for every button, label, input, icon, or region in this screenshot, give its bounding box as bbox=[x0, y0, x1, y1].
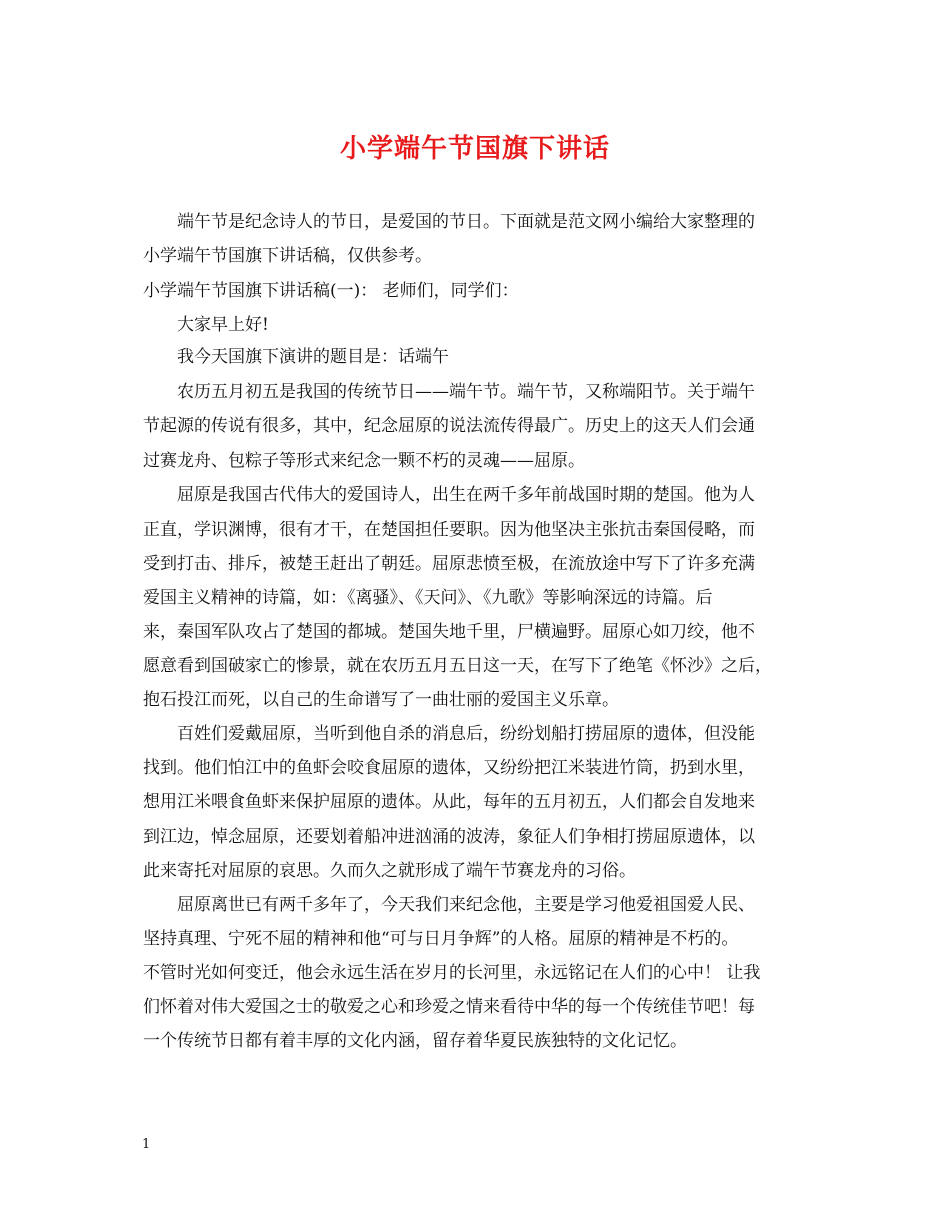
text-line: 过赛龙舟、包粽子等形式来纪念一颗不朽的灵魂——屈原。 bbox=[143, 451, 585, 471]
text-line: 坚持真理、宁死不屈的精神和他“可与日月争辉”的人格。屈原的精神是不朽的。 bbox=[143, 929, 739, 949]
text-line: 找到。他们怕江中的鱼虾会咬食屈原的遗体，又纷纷把江米装进竹筒，扔到水里， bbox=[143, 758, 755, 778]
text-line: 百姓们爱戴屈原，当听到他自杀的消息后，纷纷划船打捞屈原的遗体，但没能 bbox=[177, 724, 755, 744]
text-line: 我今天国旗下演讲的题目是：话端午 bbox=[177, 347, 449, 367]
text-line: 屈原离世已有两千多年了，今天我们来纪念他，主要是学习他爱祖国爱人民、 bbox=[177, 895, 755, 915]
page-number: 1 bbox=[142, 1137, 151, 1152]
text-line: 受到打击、排斥，被楚王赶出了朝廷。屈原悲愤至极，在流放途中写下了许多充满 bbox=[143, 554, 755, 574]
text-line: 农历五月初五是我国的传统节日——端午节。端午节，又称端阳节。关于端午 bbox=[177, 382, 755, 402]
text-line: 不管时光如何变迁，他会永远生活在岁月的长河里，永远铭记在人们的心中！ 让我 bbox=[143, 963, 761, 983]
document-title: 小学端午节国旗下讲话 bbox=[339, 134, 610, 164]
text-line: 们怀着对伟大爱国之士的敬爱之心和珍爱之情来看待中华的每一个传统佳节吧！每 bbox=[143, 997, 755, 1017]
text-line: 大家早上好! bbox=[177, 315, 269, 335]
text-line: 此来寄托对屈原的哀思。久而久之就形成了端午节赛龙舟的习俗。 bbox=[143, 861, 636, 881]
text-line: 爱国主义精神的诗篇，如：《离骚》、《天问》、《九歌》等影响深远的诗篇。后 bbox=[143, 588, 713, 608]
text-line: 到江边，悼念屈原，还要划着船冲进汹涌的波涛，象征人们争相打捞屈原遗体，以 bbox=[143, 827, 755, 847]
text-line: 抱石投江而死，以自己的生命谱写了一曲壮丽的爱国主义乐章。 bbox=[143, 690, 619, 710]
text-line: 节起源的传说有很多，其中，纪念屈原的说法流传得最广。历史上的这天人们会通 bbox=[143, 416, 755, 436]
text-line: 想用江米喂食鱼虾来保护屈原的遗体。从此，每年的五月初五，人们都会自发地来 bbox=[143, 792, 755, 812]
text-line: 小学端午节国旗下讲话稿，仅供参考。 bbox=[143, 246, 432, 266]
text-line: 愿意看到国破家亡的惨景，就在农历五月五日这一天，在写下了绝笔《怀沙》之后， bbox=[143, 656, 772, 676]
text-line: 端午节是纪念诗人的节日，是爱国的节日。下面就是范文网小编给大家整理的 bbox=[177, 212, 755, 232]
text-line: 屈原是我国古代伟大的爱国诗人，出生在两千多年前战国时期的楚国。他为人 bbox=[177, 485, 755, 505]
text-line: 正直，学识渊博，很有才干，在楚国担任要职。因为他坚决主张抗击秦国侵略，而 bbox=[143, 520, 755, 540]
text-line: 一个传统节日都有着丰厚的文化内涵，留存着华夏民族独特的文化记忆。 bbox=[143, 1031, 687, 1051]
text-line: 来，秦国军队攻占了楚国的都城。楚国失地千里，尸横遍野。屈原心如刀绞，他不 bbox=[143, 622, 755, 642]
text-line: 小学端午节国旗下讲话稿(一)： 老师们，同学们： bbox=[143, 281, 519, 301]
